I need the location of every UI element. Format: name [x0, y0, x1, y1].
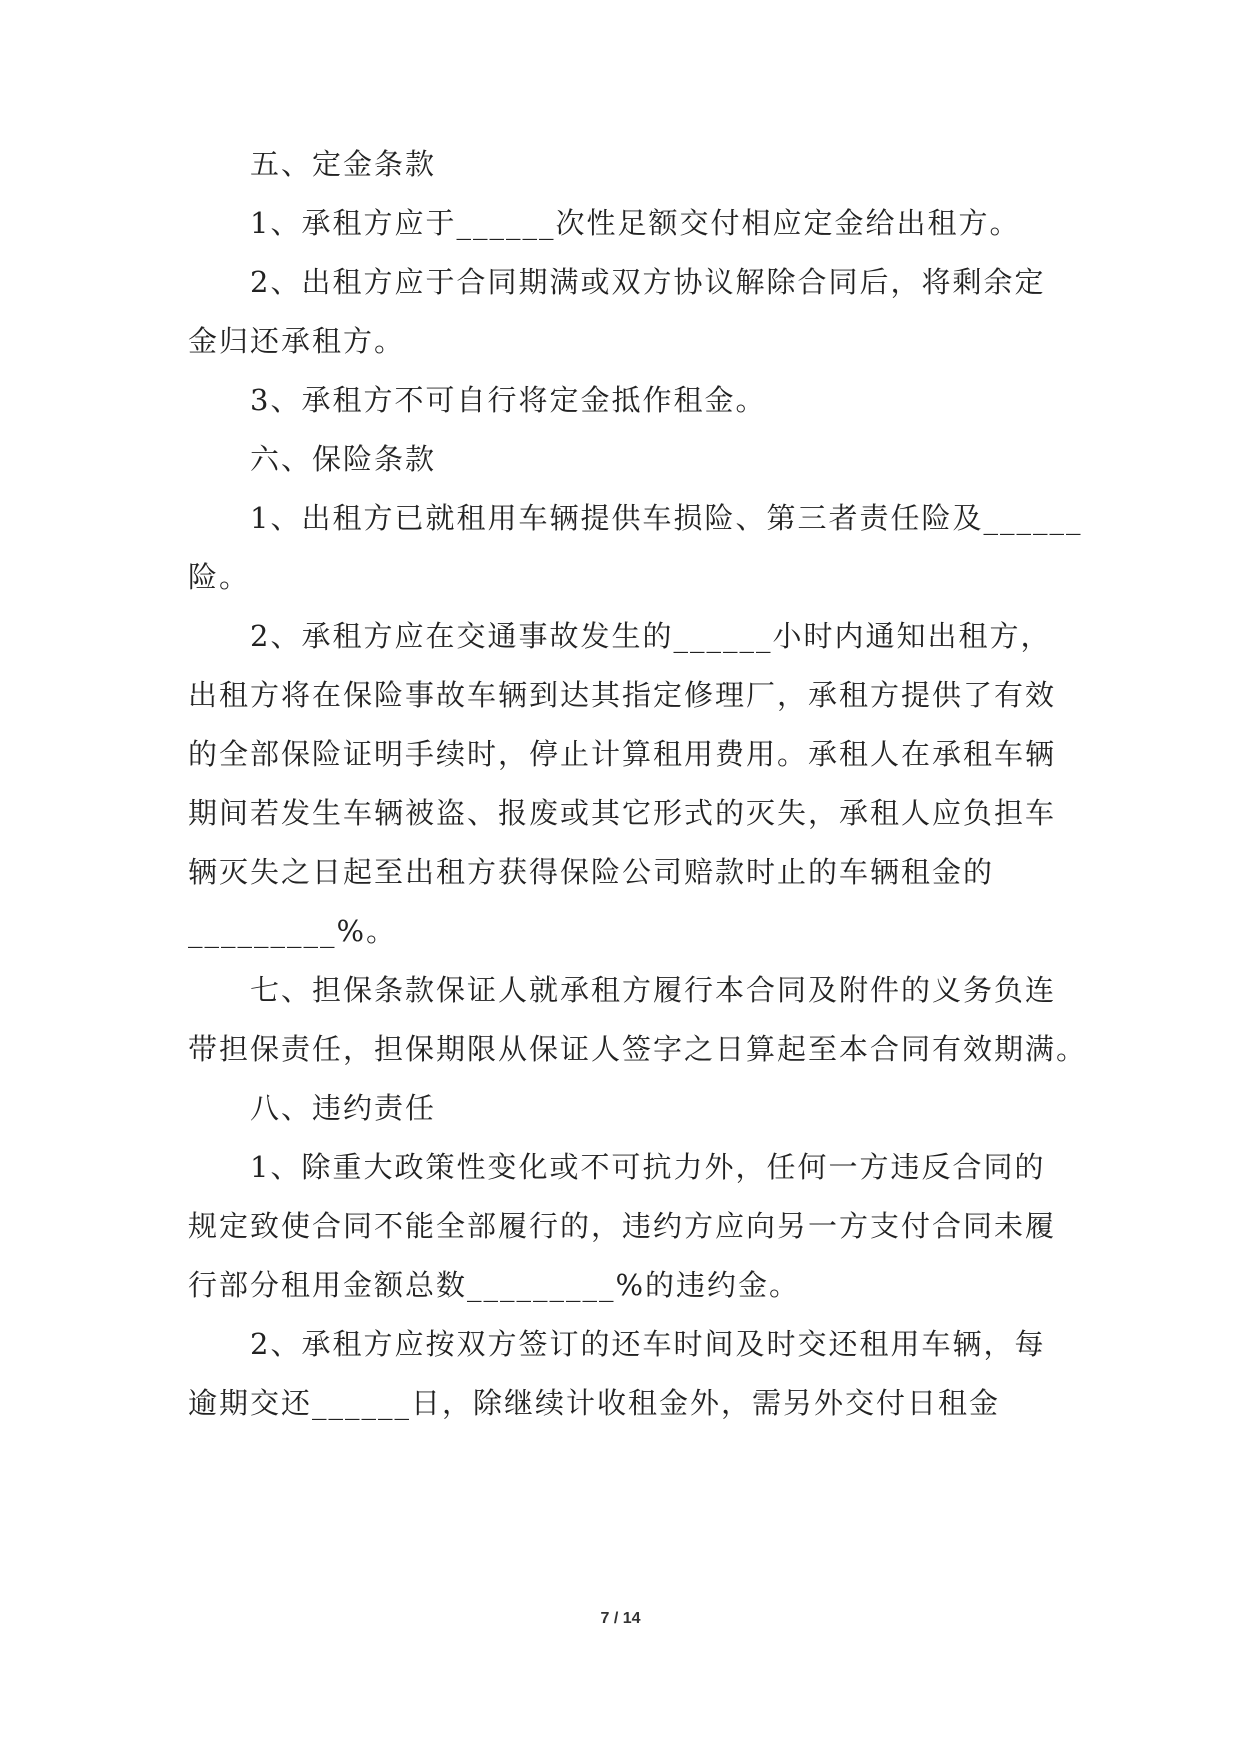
section-heading-deposit: 五、定金条款	[250, 147, 437, 181]
paragraph-line: 期间若发生车辆被盗、报废或其它形式的灭失，承租人应负担车	[188, 796, 1057, 830]
paragraph-line: 1、除重大政策性变化或不可抗力外，任何一方违反合同的	[250, 1150, 1046, 1184]
section-heading-guarantee: 七、担保条款保证人就承租方履行本合同及附件的义务负连	[250, 973, 1057, 1007]
paragraph-line: 险。	[188, 560, 251, 594]
paragraph-line: 辆灭失之日起至出租方获得保险公司赔款时止的车辆租金的	[188, 855, 995, 889]
paragraph-line: 2、承租方应在交通事故发生的______小时内通知出租方，	[250, 619, 1052, 653]
paragraph-line: 带担保责任，担保期限从保证人签字之日算起至本合同有效期满。	[188, 1032, 1088, 1066]
paragraph-line: 2、出租方应于合同期满或双方协议解除合同后，将剩余定	[250, 265, 1046, 299]
paragraph-line: 逾期交还______日，除继续计收租金外，需另外交付日租金	[188, 1386, 1001, 1420]
paragraph-line: 的全部保险证明手续时，停止计算租用费用。承租人在承租车辆	[188, 737, 1057, 771]
section-heading-liability: 八、违约责任	[250, 1091, 437, 1125]
paragraph-line: 2、承租方应按双方签订的还车时间及时交还租用车辆，每	[250, 1327, 1046, 1361]
paragraph-line: 出租方将在保险事故车辆到达其指定修理厂，承租方提供了有效	[188, 678, 1057, 712]
paragraph-line: _________%。	[188, 914, 398, 948]
paragraph-line: 1、出租方已就租用车辆提供车损险、第三者责任险及______	[250, 501, 1083, 535]
paragraph-line: 1、承租方应于______次性足额交付相应定金给出租方。	[250, 206, 1021, 240]
paragraph-line: 3、承租方不可自行将定金抵作租金。	[250, 383, 767, 417]
paragraph-line: 金归还承租方。	[188, 324, 406, 358]
paragraph-line: 规定致使合同不能全部履行的，违约方应向另一方支付合同未履	[188, 1209, 1057, 1243]
paragraph-line: 行部分租用金额总数_________%的违约金。	[188, 1268, 801, 1302]
section-heading-insurance: 六、保险条款	[250, 442, 437, 476]
page-number: 7 / 14	[600, 1610, 641, 1627]
